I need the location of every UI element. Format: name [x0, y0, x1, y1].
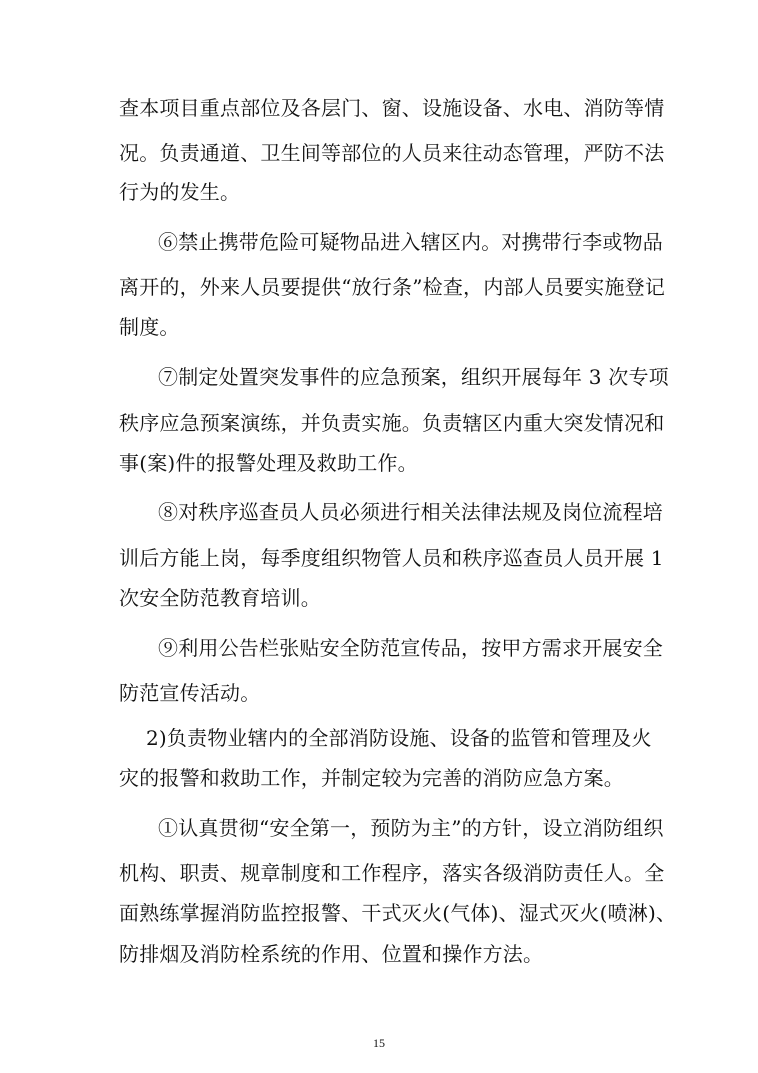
paragraph-line: ⑦制定处置突发事件的应急预案，组织开展每年 3 次专项: [158, 365, 669, 389]
paragraph-line: 次安全防范教育培训。: [119, 586, 321, 610]
paragraph-line: 况。负责通道、卫生间等部位的人员来往动态管理，严防不法: [119, 141, 665, 165]
paragraph-line: ⑧对秩序巡查员人员必须进行相关法律法规及岗位流程培: [158, 500, 663, 524]
paragraph-line: ⑥禁止携带危险可疑物品进入辖区内。对携带行李或物品: [158, 230, 663, 254]
paragraph-line: 制度。: [119, 315, 180, 339]
paragraph-line: 防范宣传活动。: [119, 681, 261, 705]
paragraph-line: 机构、职责、规章制度和工作程序，落实各级消防责任人。全: [119, 861, 665, 885]
paragraph-line: 查本项目重点部位及各层门、窗、设施设备、水电、消防等情: [119, 96, 665, 120]
paragraph-line: 防排烟及消防栓系统的作用、位置和操作方法。: [119, 942, 544, 966]
paragraph-line: 行为的发生。: [119, 180, 241, 204]
page-number: 15: [373, 1036, 385, 1050]
paragraph-line: 面熟练掌握消防监控报警、干式灭火(气体)、湿式灭火(喷淋)、: [119, 901, 677, 925]
paragraph-line: 2)负责物业辖内的全部消防设施、设备的监管和管理及火: [146, 726, 652, 750]
paragraph-line: 灾的报警和救助工作，并制定较为完善的消防应急方案。: [119, 766, 624, 790]
paragraph-line: 事(案)件的报警处理及救助工作。: [119, 451, 418, 475]
paragraph-line: 秩序应急预案演练，并负责实施。负责辖区内重大突发情况和: [119, 411, 665, 435]
paragraph-line: ①认真贯彻“安全第一，预防为主”的方针，设立消防组织: [158, 816, 664, 840]
paragraph-line: ⑨利用公告栏张贴安全防范宣传品，按甲方需求开展安全: [158, 636, 663, 660]
paragraph-line: 训后方能上岗，每季度组织物管人员和秩序巡查员人员开展 1: [119, 546, 664, 570]
paragraph-line: 离开的，外来人员要提供“放行条”检查，内部人员要实施登记: [119, 275, 666, 299]
